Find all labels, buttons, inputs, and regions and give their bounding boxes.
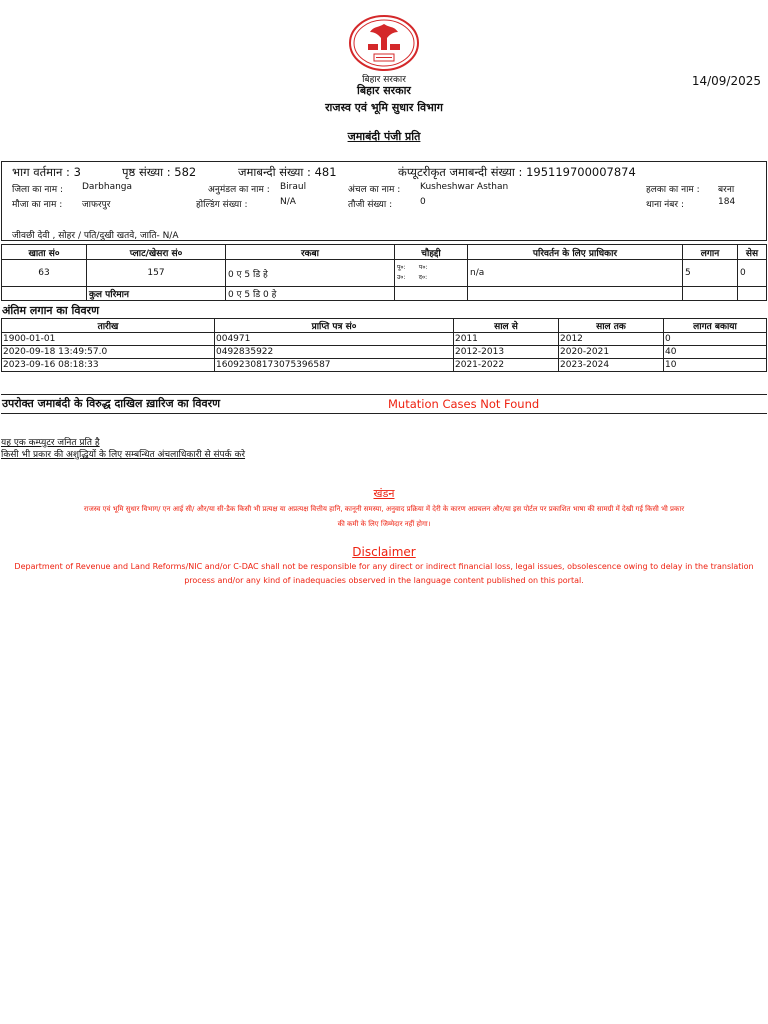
- bhag-vartaman: भाग वर्तमान : 3: [12, 165, 81, 179]
- disclaimer-text-2: process and/or any kind of inadequacies observed in the language content published on this portal.: [184, 576, 584, 585]
- tauzi-value: 0: [420, 197, 426, 207]
- col-lagan: लगान: [683, 245, 738, 260]
- authority-value: n/a: [468, 260, 683, 287]
- lagan-table-header: [2, 319, 767, 333]
- col-date: तारीख: [2, 319, 215, 333]
- print-date: 14/09/2025: [691, 74, 761, 88]
- table-row: [2, 260, 767, 287]
- table-row: [2, 359, 767, 372]
- circle-value: Kusheshwar Asthan: [420, 182, 509, 192]
- chauhaddi-south: द०:: [418, 274, 428, 281]
- lagan-table: [1, 318, 767, 372]
- total-row: [2, 287, 767, 301]
- subdivision-label: अनुमंडल का नाम :: [208, 185, 270, 195]
- cell: 2023-2024: [559, 359, 664, 372]
- cell: 10: [664, 359, 767, 372]
- col-khata: खाता सं०: [2, 245, 87, 260]
- contact-note: किसी भी प्रकार की अशुद्धियों के लिए सम्बन्धित अंचलाधिकारी से संपर्क करे: [1, 450, 246, 460]
- chauhaddi-value: [395, 260, 468, 287]
- tauzi-label: तौजी संख्या :: [348, 200, 393, 210]
- holding-label: होल्डिंग संख्या :: [196, 200, 248, 210]
- total-empty-5: [738, 287, 767, 301]
- mauja-label: मौजा का नाम :: [12, 200, 63, 210]
- document-title: जमाबंदी पंजी प्रति: [347, 130, 421, 143]
- halka-value: बरना: [718, 185, 735, 195]
- disclaimer-text-1: Department of Revenue and Land Reforms/NIC and/or C-DAC shall not be responsible for any direct or indirect financial loss, legal issues, obsolescence owing to delay in the translation: [14, 562, 754, 571]
- col-due: लागत बकाया: [664, 319, 767, 333]
- prishth-sankhya: पृष्ठ संख्या : 582: [122, 165, 197, 179]
- cell: 1900-01-01: [2, 333, 215, 346]
- jamabandi-sankhya: जमाबन्दी संख्या : 481: [238, 165, 337, 179]
- department-title: राजस्व एवं भूमि सुधार विभाग: [325, 101, 443, 114]
- col-ses: सेस: [738, 245, 767, 260]
- col-receipt: प्राप्ति पत्र सं०: [215, 319, 454, 333]
- cell: 0492835922: [215, 346, 454, 359]
- khesra-value: 157: [87, 260, 226, 287]
- cell: 2021-2022: [454, 359, 559, 372]
- col-khesra: प्लाट/खेसरा सं०: [87, 245, 226, 260]
- disclaimer-hindi-text-2: की कमी के लिए जिम्मेदार नहीं होगा।: [337, 520, 431, 528]
- col-year-to: साल तक: [559, 319, 664, 333]
- computer-generated-note: यह एक कम्प्युटर जनित प्रति है: [1, 438, 100, 448]
- total-label: कुल परिमान: [87, 287, 226, 301]
- cell: 004971: [215, 333, 454, 346]
- col-chauhaddi: चौहद्दी: [395, 245, 468, 260]
- halka-label: हलका का नाम :: [646, 185, 700, 195]
- bihar-govt-logo: [348, 14, 420, 72]
- cell: 2020-09-18 13:49:57.0: [2, 346, 215, 359]
- govt-small-label: बिहार सरकार: [362, 75, 406, 85]
- ses-value: 0: [738, 260, 767, 287]
- lagan-section-title: अंतिम लगान का विवरण: [2, 304, 100, 317]
- thana-label: थाना नंबर :: [646, 200, 684, 210]
- disclaimer-title: Disclaimer: [352, 545, 416, 559]
- total-rakba: 0 ए 5 डि 0 हे: [226, 287, 395, 301]
- district-label: जिला का नाम :: [12, 185, 64, 195]
- govt-title: बिहार सरकार: [357, 84, 411, 97]
- total-empty-2: [395, 287, 468, 301]
- chauhaddi-north2: उ०:: [397, 274, 406, 281]
- khata-table-header: [2, 245, 767, 260]
- rakba-value: 0 ए 5 डि हे: [226, 260, 395, 287]
- table-row: [2, 346, 767, 359]
- cell: 2023-09-16 08:18:33: [2, 359, 215, 372]
- col-authority: परिवर्तन के लिए प्राधिकार: [468, 245, 683, 260]
- khata-table: [1, 244, 767, 301]
- col-rakba: रकबा: [226, 245, 395, 260]
- mutation-status: Mutation Cases Not Found: [388, 397, 540, 411]
- mauja-value: जाफरपुर: [82, 200, 111, 210]
- computerized-jamabandi: कंप्यूटरीकृत जमाबन्दी संख्या : 195119700007874: [398, 165, 636, 179]
- chauhaddi-north: पू०:: [397, 264, 406, 271]
- chauhaddi-west: प०:: [418, 264, 428, 271]
- table-row: [2, 333, 767, 346]
- total-empty-1: [2, 287, 87, 301]
- cell: 40: [664, 346, 767, 359]
- lagan-value: 5: [683, 260, 738, 287]
- cell: 0: [664, 333, 767, 346]
- circle-label: अंचल का नाम :: [348, 185, 401, 195]
- thana-value: 184: [718, 197, 736, 207]
- cell: 2020-2021: [559, 346, 664, 359]
- holding-value: N/A: [280, 197, 296, 207]
- total-empty-3: [468, 287, 683, 301]
- subdivision-value: Biraul: [280, 182, 307, 192]
- cell: 2011: [454, 333, 559, 346]
- cell: 2012: [559, 333, 664, 346]
- col-year-from: साल से: [454, 319, 559, 333]
- khata-value: 63: [2, 260, 87, 287]
- disclaimer-hindi-title: खंडन: [373, 487, 395, 500]
- total-empty-4: [683, 287, 738, 301]
- mutation-title: उपरोक्त जमाबंदी के विरुद्ध दाखिल ख़ारिज का विवरण: [2, 397, 221, 410]
- cell: 16092308173075396587: [215, 359, 454, 372]
- raiyat-name: जीवछी देवी , सोहर / पति/दुखी खतवे, जाति- N/A: [12, 231, 179, 241]
- disclaimer-hindi-text-1: राजस्व एवं भूमि सुधार विभाग/ एन आई सी/ और/या सी-डैक किसी भी प्रत्यक्ष या अप्रत्यक्ष वित्तीय हानि, कानूनी समस्या, अनुवाद प्रक्रिया में देरी के कारण अप्रचलन और/या इस पोर्टल पर प्रकाशित भाषा की सामग्री में देखी गई किसी भी प्रकार: [83, 505, 685, 513]
- cell: 2012-2013: [454, 346, 559, 359]
- district-value: Darbhanga: [82, 182, 133, 192]
